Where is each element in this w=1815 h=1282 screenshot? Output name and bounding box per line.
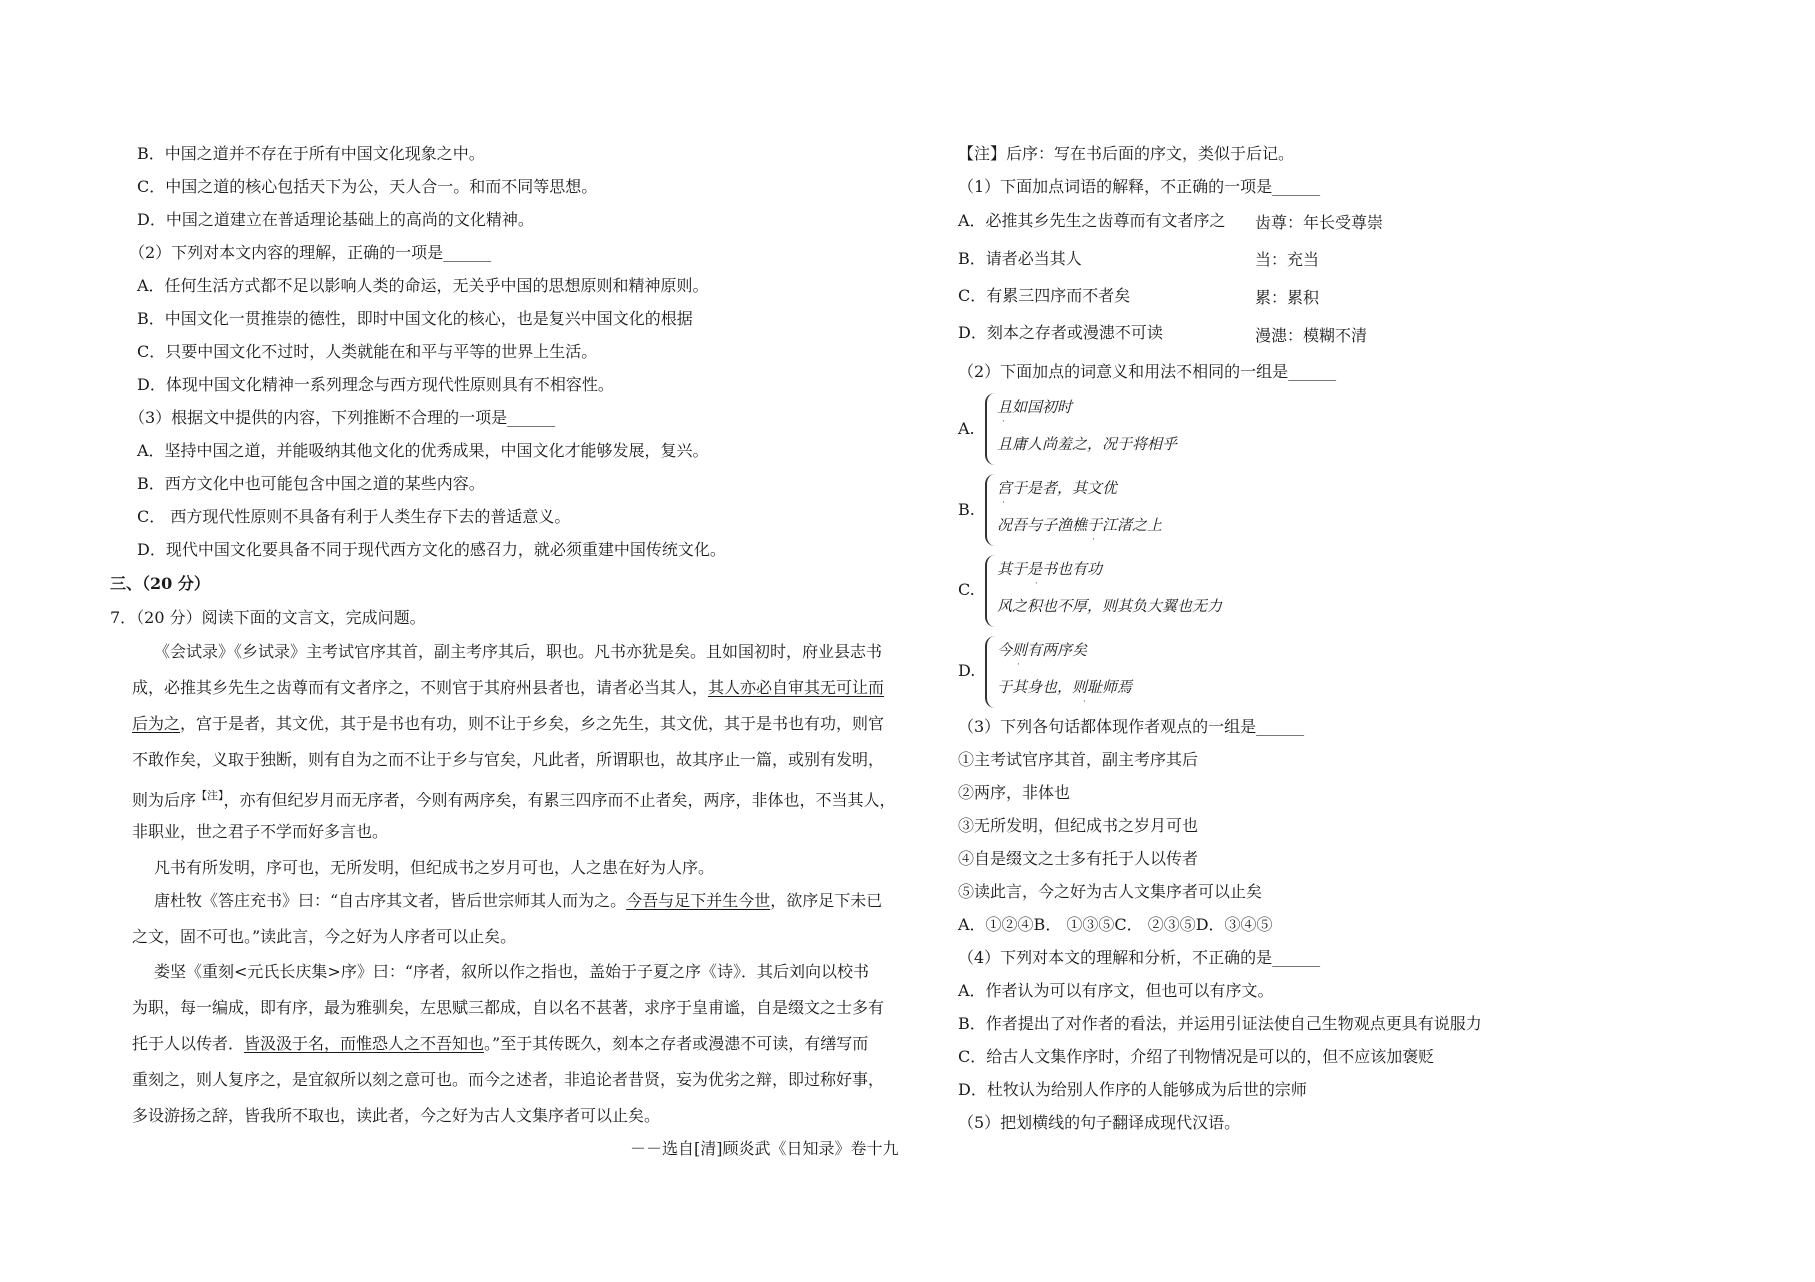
option-line: A．坚持中国之道，并能吸纳其他文化的优秀成果，中国文化才能够发展，复兴。 <box>137 441 709 460</box>
option-top-text: 其于是书也有功 <box>997 560 1103 578</box>
emphasis-dot: · <box>1083 697 1086 707</box>
brace-shape <box>985 555 995 627</box>
passage-line: 之文，固不可也。”读此言，今之好为人序者可以止矣。 <box>132 927 517 946</box>
emphasis-dot: · <box>1092 535 1095 545</box>
q3-answer-choices: A．①②④B． ①③⑤C． ②③⑤D．③④⑤ <box>958 915 1273 934</box>
passage-text: 唐杜牧《答庄充书》曰：“自古序其文者，皆后世宗师其人而为之。 <box>154 891 627 910</box>
q3-item: ⑤读此言，今之好为古人文集序者可以止矣 <box>958 882 1263 901</box>
option-label: B. <box>958 500 975 519</box>
q1-option: C．有累三四序而不者矣 <box>958 286 1131 305</box>
question-line: （3）下列各句话都体现作者观点的一组是______ <box>958 717 1305 736</box>
option-line: A．任何生活方式都不足以影响人类的命运，无关乎中国的思想原则和精神原则。 <box>137 276 709 295</box>
footnote-marker: 【注】 <box>196 789 224 802</box>
option-line: D．体现中国文化精神一系列理念与西方现代性原则具有不相容性。 <box>137 375 614 394</box>
passage-line <box>132 713 884 735</box>
emphasis-dot: · <box>1017 660 1020 670</box>
passage-line <box>132 785 896 811</box>
option-line: B．西方文化中也可能包含中国之道的某些内容。 <box>137 474 485 493</box>
q1-option: A．必推其乡先生之齿尊而有文者序之 <box>958 211 1226 230</box>
passage-text: 托于人以传者． <box>132 1034 245 1053</box>
option-line: D．现代中国文化要具备不同于现代西方文化的感召力，就必须重建中国传统文化。 <box>137 540 726 559</box>
q3-item: ③无所发明，但纪成书之岁月可也 <box>958 816 1199 835</box>
q3-item: ①主考试官序其首，副主考序其后 <box>958 750 1199 769</box>
passage-text: 《会试录》《乡试录》主考试官序其首，副主考序其后，职也。凡书亦犹是矣。且如国初时，府业县志书 <box>154 642 883 661</box>
option-line: C．只要中国文化不过时，人类就能在和平与平等的世界上生活。 <box>137 342 598 361</box>
right-column <box>905 0 1815 1282</box>
q4-option: A．作者认为可以有序文，但也可以有序文。 <box>958 981 1274 1000</box>
passage-line <box>154 641 882 663</box>
q1-option: B．请者必当其人 <box>958 249 1082 268</box>
underlined-sentence: 后为之 <box>132 714 181 733</box>
question-intro: 7．（20 分）阅读下面的文言文，完成问题。 <box>110 608 426 627</box>
q3-item: ②两序，非体也 <box>958 783 1071 802</box>
passage-line: 娄坚《重刻<元氏长庆集>序》曰：“序者，叙所以作之指也，盖始于子夏之序《诗》．其后刘向以校书 <box>154 962 869 981</box>
q1-option-gloss: 累：累积 <box>1255 288 1320 307</box>
emphasis-dot: · <box>1002 417 1005 427</box>
footnote: 【注】后序：写在书后面的序文，类似于后记。 <box>958 144 1295 163</box>
emphasis-dot: · <box>1035 579 1038 589</box>
passage-text: ，欲序足下未已 <box>770 891 883 910</box>
question-line: （4）下列对本文的理解和分析，不正确的是______ <box>958 948 1321 967</box>
q1-option-gloss: 当：充当 <box>1255 250 1320 269</box>
option-label: A. <box>958 419 975 438</box>
option-line: D．中国之道建立在普适理论基础上的高尚的文化精神。 <box>137 210 534 229</box>
option-label: D. <box>958 661 976 680</box>
option-line: C．中国之道的核心包括天下为公，天人合一。和而不同等思想。 <box>137 177 598 196</box>
passage-text: 。”至于其传既久，刻本之存者或漫漶不可读，有缮写而 <box>484 1034 869 1053</box>
q1-option-gloss: 齿尊：年长受尊崇 <box>1255 213 1384 232</box>
brace-shape <box>985 393 995 465</box>
brace-shape <box>985 636 995 708</box>
passage-text: 则为后序 <box>132 790 197 810</box>
left-column <box>0 0 905 1282</box>
passage-text: 成，必推其乡先生之齿尊而有文者序之，不则官于其府州县者也，请者必当其人， <box>132 678 709 697</box>
q4-option: C．给古人文集作序时，介绍了刊物情况是可以的，但不应该加褒贬 <box>958 1047 1435 1066</box>
option-line: C． 西方现代性原则不具备有利于人类生存下去的普适意义。 <box>137 507 571 526</box>
passage-text: ，宫于是者，其文优，其于是书也有功，则不让于乡矣，乡之先生，其文优，其于是书也有功，则官 <box>180 714 885 733</box>
option-top-text: 今则有两序矣 <box>997 641 1088 659</box>
question-line: （2）下面加点的词意义和用法不相同的一组是______ <box>958 362 1337 381</box>
passage-text: ，亦有但纪岁月而无序者，今则有两序矣，有累三四序而不止者矣，两序，非体也，不当其人， <box>223 790 896 810</box>
question-line: （2）下列对本文内容的理解，正确的一项是______ <box>129 243 492 262</box>
passage-line: 不敢作矣，义取于独断，则有自为之而不让于乡与官矣，凡此者，所谓职也，故其序止一篇，或别有发明， <box>132 750 885 769</box>
option-bottom-text: 风之积也不厚，则其负大翼也无力 <box>997 597 1223 615</box>
option-top-text: 且如国初时 <box>997 398 1073 416</box>
option-bottom-text: 且庸人尚羞之，况于将相乎 <box>997 435 1178 453</box>
question-line: （5）把划横线的句子翻译成现代汉语。 <box>958 1113 1241 1132</box>
q1-option: D．刻本之存者或漫漶不可读 <box>958 323 1163 342</box>
source-citation: －－选自[清]顾炎武《日知录》卷十九 <box>630 1139 899 1158</box>
passage-line: 非职业，世之君子不学而好多言也。 <box>132 822 389 841</box>
q4-option: B．作者提出了对作者的看法，并运用引证法使自己生物观点更具有说服力 <box>958 1014 1482 1033</box>
passage-line <box>132 1033 868 1055</box>
option-bottom-text: 况吾与子渔樵于江渚之上 <box>997 516 1163 534</box>
question-line: （3）根据文中提供的内容，下列推断不合理的一项是______ <box>129 408 556 427</box>
q1-option-gloss: 漫漶：模糊不清 <box>1255 326 1368 345</box>
passage-line <box>132 677 884 699</box>
passage-line <box>154 890 882 912</box>
question-line: （1）下面加点词语的解释，不正确的一项是______ <box>958 177 1321 196</box>
option-top-text: 宫于是者，其文优 <box>997 479 1118 497</box>
underlined-sentence: 今吾与足下并生今世 <box>626 891 771 910</box>
option-bottom-text: 于其身也，则耻师焉 <box>997 678 1133 696</box>
section-heading: 三、（20 分） <box>110 574 210 593</box>
q4-option: D．杜牧认为给别人作序的人能够成为后世的宗师 <box>958 1080 1307 1099</box>
passage-line: 为职，每一编成，即有序，最为雅驯矣，左思赋三都成，自以名不甚著，求序于皇甫谧，自是缀文之士多有 <box>132 998 885 1017</box>
q3-item: ④自是缀文之士多有托于人以传者 <box>958 849 1199 868</box>
passage-line: 重刻之，则人复序之，是宜叙所以刻之意可也。而今之述者，非追论者昔贤，妄为优劣之辩，即过称好事， <box>132 1070 885 1089</box>
option-line: B．中国文化一贯推崇的德性，即时中国文化的核心，也是复兴中国文化的根据 <box>137 309 693 328</box>
passage-line: 多设游扬之辞，皆我所不取也，读此者，今之好为古人文集序者可以止矣。 <box>132 1106 661 1125</box>
underlined-sentence: 皆汲汲于名，而惟恐人之不吾知也 <box>244 1034 485 1053</box>
option-line: B．中国之道并不存在于所有中国文化现象之中。 <box>137 144 485 163</box>
underlined-sentence: 其人亦必自审其无可让而 <box>708 678 885 697</box>
brace-shape <box>985 474 995 546</box>
option-label: C. <box>958 580 975 599</box>
passage-line: 凡书有所发明，序可也，无所发明，但纪成书之岁月可也，人之患在好为人序。 <box>154 858 715 877</box>
emphasis-dot: · <box>1002 498 1005 508</box>
